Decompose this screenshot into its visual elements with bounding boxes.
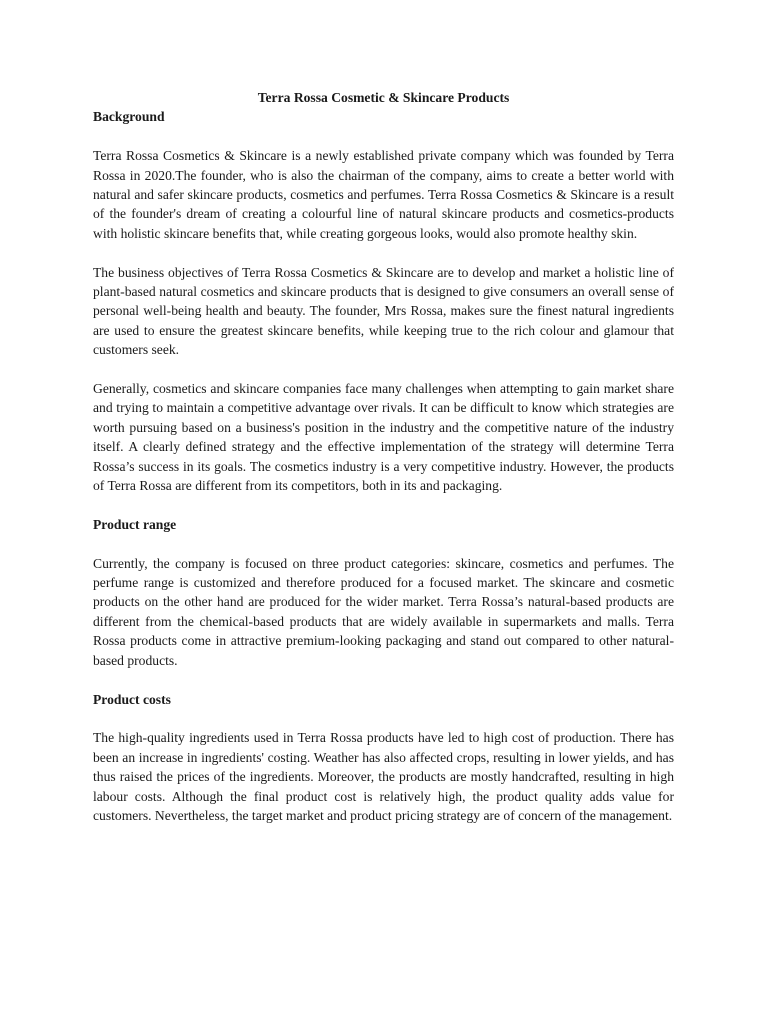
heading-product-costs: Product costs (93, 691, 171, 707)
document-title: Terra Rossa Cosmetic & Skincare Products (257, 90, 510, 105)
paragraph-product-costs-1: The high-quality ingredients used in Terra Rossa products have led to high cost of production. There has been an increase in ingredients' costing. Weather has also affected crops, resulting in lower yields, and has thus raised the prices of the ingredients. Moreover, the products are mostly handcrafted, resulting in high labour costs. Although the final product cost is relatively high, the product quality adds value for customers. Nevertheless, the target market and product pricing strategy are of concern of the management. (93, 730, 674, 823)
paragraph-product-range-1: Currently, the company is focused on three product categories: skincare, cosmetics and perfumes. The perfume range is customized and therefore produced for a focused market. The skincare and cosmetic products on the other hand are produced for the wider market. Terra Rossa’s natural-based products are different from the chemical-based products that are widely available in supermarkets and malls. Terra Rossa products come in attractive premium-looking packaging and stand out compared to other natural-based products. (93, 555, 674, 668)
document-page (93, 88, 674, 825)
paragraph-background-3: Generally, cosmetics and skincare companies face many challenges when attempting to gain market share and trying to maintain a competitive advantage over rivals. It can be difficult to know which strategies are worth pursuing based on a business's position in the industry and the competitive nature of the industry itself. A clearly defined strategy and the effective implementation of the strategy will determine Terra Rossa’s success in its goals. The cosmetics industry is a very competitive industry. However, the products of Terra Rossa are different from its competitors, both in its and packaging. (93, 381, 674, 494)
heading-product-range: Product range (93, 516, 177, 532)
paragraph-background-1: Terra Rossa Cosmetics & Skincare is a newly established private company which was founded by Terra Rossa in 2020.The founder, who is also the chairman of the company, aims to create a better world with natural and safer skincare products, cosmetics and perfumes. Terra Rossa Cosmetics & Skincare is a result of the founder's dream of creating a colourful line of natural skincare products and cosmetics-products with holistic skincare benefits that, while creating gorgeous looks, would also promote healthy skin. (93, 148, 674, 241)
heading-background: Background (93, 109, 165, 125)
paragraph-background-2: The business objectives of Terra Rossa Cosmetics & Skincare are to develop and market a holistic line of plant-based natural cosmetics and skincare products that is designed to give consumers an overall sense of personal well-being health and beauty. The founder, Mrs Rossa, makes sure the finest natural ingredients are used to ensure the greatest skincare benefits, while keeping true to the rich colour and glamour that customers seek. (93, 264, 674, 358)
